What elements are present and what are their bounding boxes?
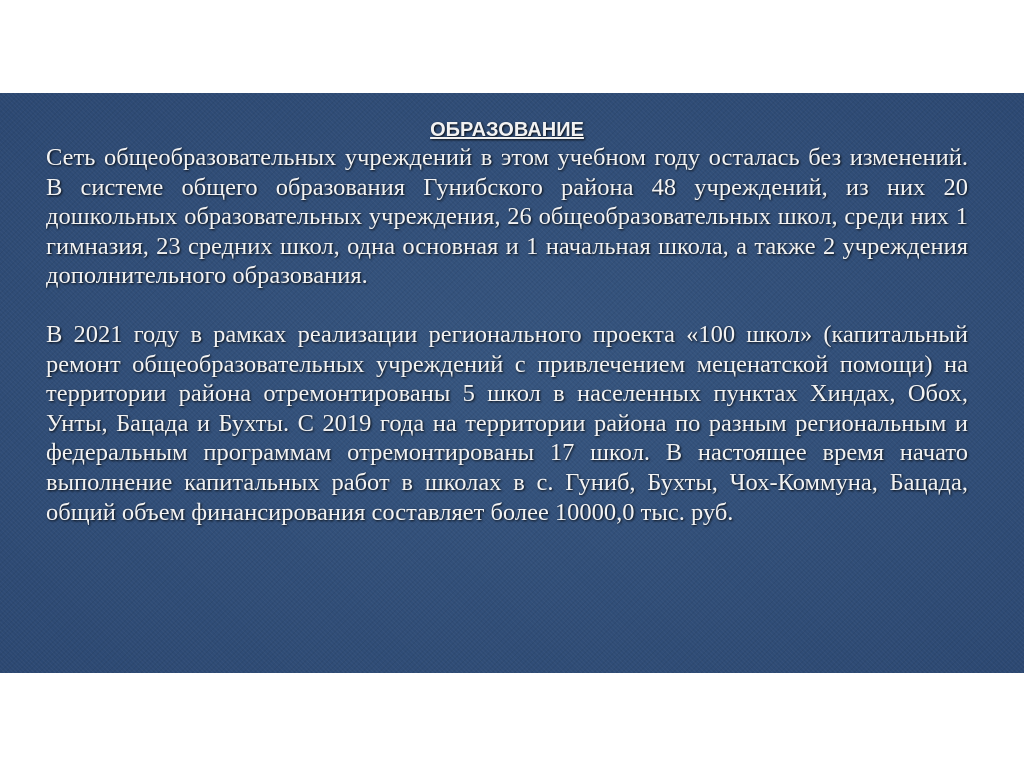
slide-heading: ОБРАЗОВАНИЕ — [430, 119, 584, 141]
paragraph-1: Сеть общеобразовательных учреждений в этом учебном году осталась без изменений. В системе общего образования Гунибского района 48 учреждений, из них 20 дошкольных образовательных учреждения, 26 общеобразовательных школ, среди них 1 гимназия, 23 средних школ, одна основная и 1 начальная школа, а также 2 учреждения дополнительного образования. — [46, 144, 968, 290]
slide-content — [46, 117, 968, 527]
paragraph-2: В 2021 году в рамках реализации регионального проекта «100 школ» (капитальный ремонт общеобразовательных учреждений с привлечением меценатской помощи) на территории района отремонтированы 5 школ в населенных пунктах Хиндах, Обох, Унты, Бацада и Бухты. С 2019 года на территории района по разным региональным и федеральным программам отремонтированы 17 школ. В настоящее время начато выполнение капитальных работ в школах в с. Гуниб, Бухты, Чох-Коммуна, Бацада, общий объем финансирования составляет более 10000,0 тыс. руб. — [46, 320, 968, 526]
